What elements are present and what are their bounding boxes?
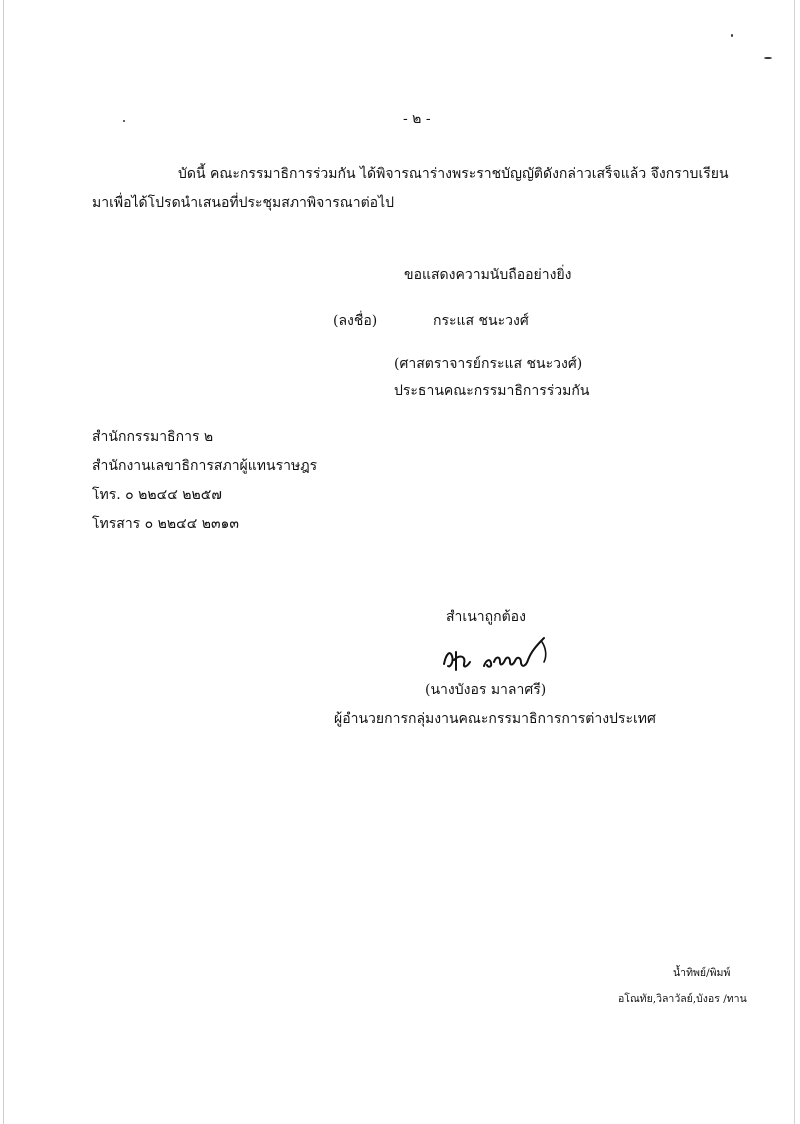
scan-left-edge <box>3 0 4 1124</box>
signed-label: (ลงชื่อ) <box>333 313 378 329</box>
office-fax: โทรสาร ๐ ๒๒๔๔ ๒๓๑๓ <box>92 516 239 532</box>
certification-label: สำเนาถูกต้อง <box>446 609 526 625</box>
reviewers-note: อโณทัย,วิลาวัลย์,บังอร /ทาน <box>618 993 747 1005</box>
body-paragraph-line-1: บัดนี้ คณะกรรมาธิการร่วมกัน ได้พิจารณาร่างพระราชบัญญัติดังกล่าวเสร็จแล้ว จึงกราบเรียน <box>178 166 729 182</box>
office-name: สำนักกรรมาธิการ ๒ <box>92 429 214 445</box>
salutation: ขอแสดงความนับถืออย่างยิ่ง <box>404 267 572 283</box>
certifier-position: ผู้อำนวยการกลุ่มงานคณะกรรมาธิการการต่างประเทศ <box>334 711 656 727</box>
signed-name: กระแส ชนะวงศ์ <box>433 313 529 329</box>
certifier-name: (นางบังอร มาลาศรี) <box>425 682 547 698</box>
scan-speck <box>123 120 125 122</box>
body-paragraph-line-2: มาเพื่อได้โปรดนำเสนอที่ประชุมสภาพิจารณาต่อไป <box>92 195 395 211</box>
page-number: - ๒ - <box>403 111 431 127</box>
office-phone: โทร. ๐ ๒๒๔๔ ๒๒๕๗ <box>92 487 222 503</box>
signer-position: ประธานคณะกรรมาธิการร่วมกัน <box>394 383 590 399</box>
scan-speck <box>764 57 772 59</box>
handwritten-signature <box>436 632 566 676</box>
signer-full-name: (ศาสตราจารย์กระแส ชนะวงศ์) <box>394 356 583 372</box>
office-secretariat: สำนักงานเลขาธิการสภาผู้แทนราษฎร <box>92 458 318 474</box>
typist-note: น้ำทิพย์/พิมพ์ <box>673 967 731 979</box>
scan-right-edge <box>794 0 795 1124</box>
scan-speck <box>731 34 733 37</box>
